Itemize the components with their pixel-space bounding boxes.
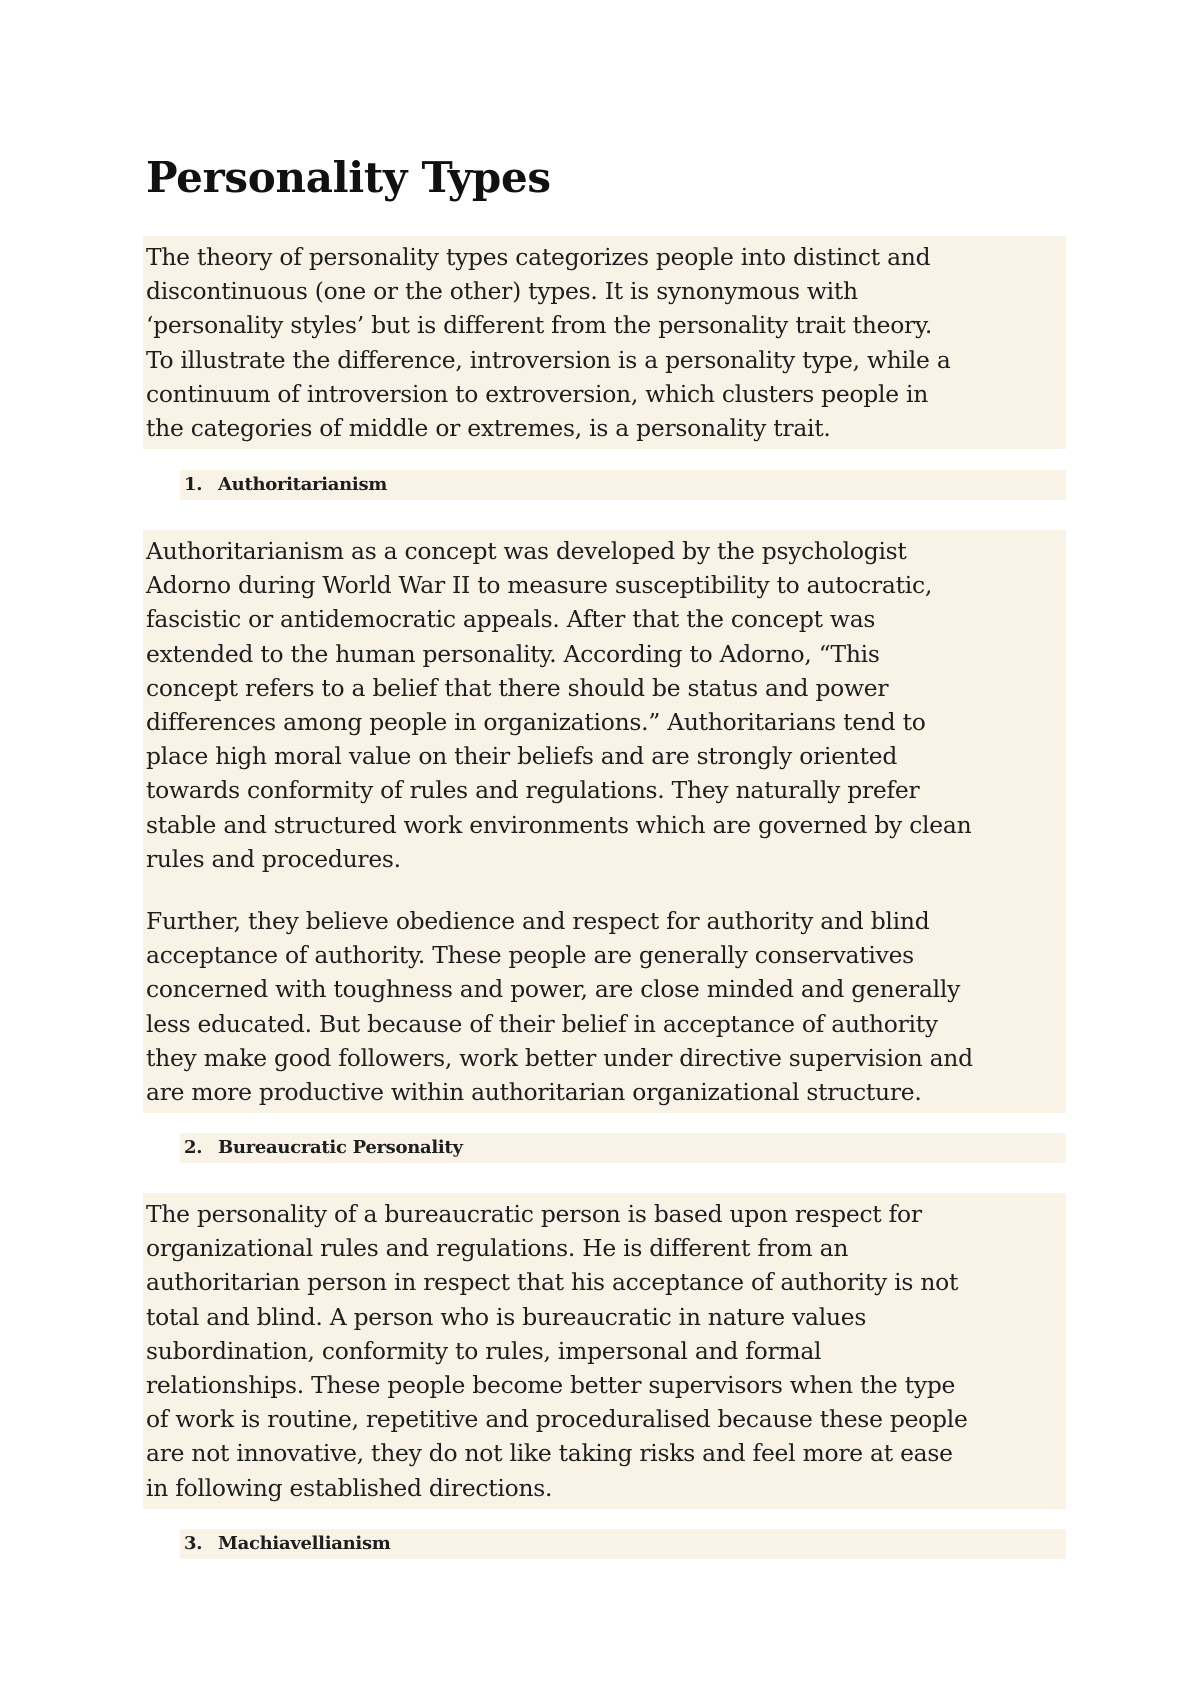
text-line: relationships. These people become better supervisors when the type [146,1371,956,1400]
section-body-bureaucratic-personality [143,1193,1066,1509]
text-line: The personality of a bureaucratic person is based upon respect for [146,1200,922,1228]
text-line: subordination, conformity to rules, impersonal and formal [146,1336,822,1365]
text-line: The theory of personality types categorizes people into distinct and [146,243,931,271]
text-line: are more productive within authoritarian organizational structure. [146,1078,922,1107]
list-number: 1. [184,474,203,495]
text-line: differences among people in organizations.” Authoritarians tend to [146,708,926,737]
text-line: Further, they believe obedience and respect for authority and blind [146,907,930,936]
section-heading-text: Machiavellianism [218,1533,391,1554]
body-paragraph [146,534,1063,876]
text-line: organizational rules and regulations. He is different from an [146,1234,849,1263]
text-line: acceptance of authority. These people are generally conservatives [146,941,914,970]
list-number: 3. [184,1533,203,1554]
text-line: concept refers to a belief that there should be status and power [146,673,889,702]
text-line: stable and structured work environments which are governed by clean [146,810,972,839]
body-paragraph [146,1197,1063,1505]
text-line: continuum of introversion to extroversion, which clusters people in [146,379,929,408]
text-line: extended to the human personality. According to Adorno, “This [146,639,880,668]
text-line: concerned with toughness and power, are close minded and generally [146,975,961,1004]
text-line: Authoritarianism as a concept was developed by the psychologist [146,537,907,565]
text-line: towards conformity of rules and regulations. They naturally prefer [146,776,920,805]
section-heading-text: Bureaucratic Personality [218,1137,463,1158]
page-title: Personality Types [146,153,551,202]
text-line: less educated. But because of their belief in acceptance of authority [146,1009,938,1038]
text-line: authoritarian person in respect that his acceptance of authority is not [146,1268,959,1297]
text-line: To illustrate the difference, introversion is a personality type, while a [146,345,951,374]
text-line: in following established directions. [146,1473,553,1502]
list-number: 2. [184,1137,203,1158]
text-line: are not innovative, they do not like taking risks and feel more at ease [146,1439,953,1468]
text-line: ‘personality styles’ but is different from the personality trait theory. [146,311,933,340]
text-line: Adorno during World War II to measure susceptibility to autocratic, [146,571,933,600]
text-line: total and blind. A person who is bureaucratic in nature values [146,1302,867,1331]
text-line: discontinuous (one or the other) types. It is synonymous with [146,277,858,306]
section-heading-bureaucratic-personality [180,1133,1066,1163]
section-heading-authoritarianism [180,470,1066,500]
intro-block [143,236,1066,449]
section-heading-text: Authoritarianism [218,474,388,495]
intro-paragraph [146,240,1063,445]
text-line: rules and procedures. [146,844,401,873]
section-heading-machiavellianism [180,1529,1066,1559]
text-line: they make good followers, work better under directive supervision and [146,1043,973,1072]
text-line: the categories of middle or extremes, is a personality trait. [146,414,831,443]
text-line: of work is routine, repetitive and proceduralised because these people [146,1405,968,1434]
body-paragraph [146,904,1063,1109]
section-body-authoritarianism [143,530,1066,1113]
text-line: fascistic or antidemocratic appeals. After that the concept was [146,605,876,634]
text-line: place high moral value on their beliefs and are strongly oriented [146,742,898,771]
